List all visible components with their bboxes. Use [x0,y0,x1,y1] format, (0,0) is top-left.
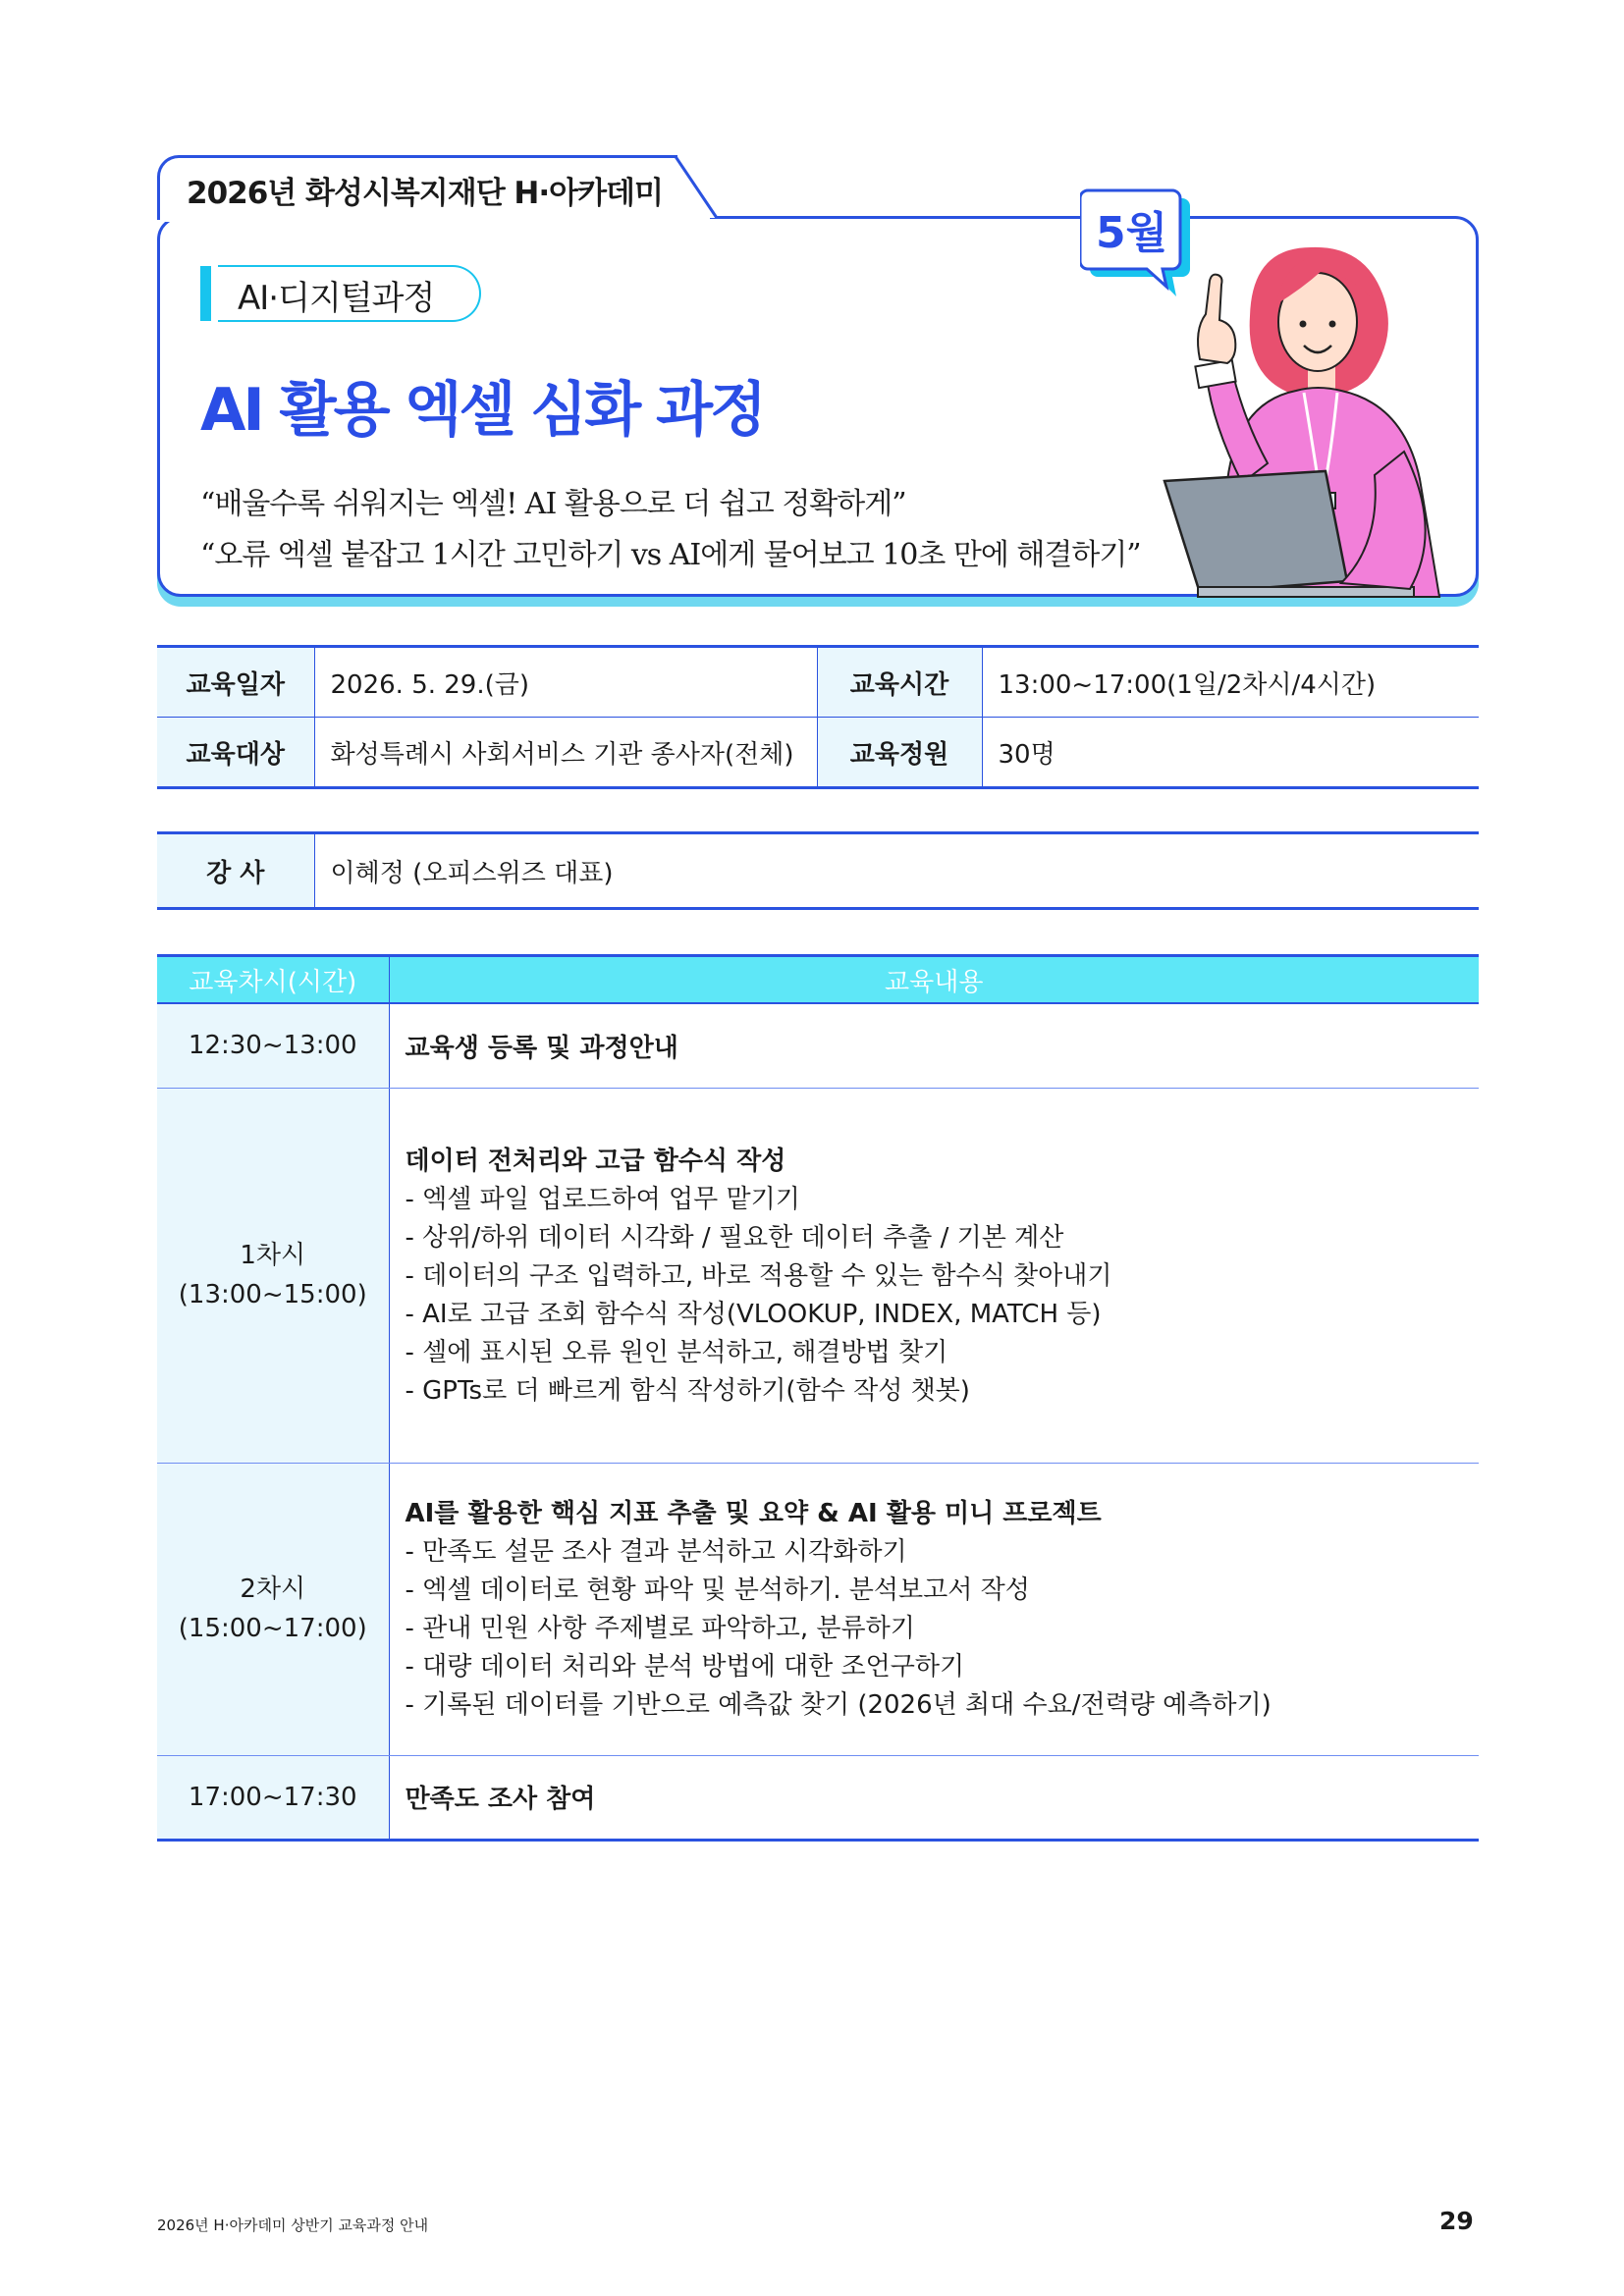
schedule-time [157,1463,389,1755]
time-label: 교육시간 [817,647,982,718]
schedule-session-time: (13:00~15:00) [178,1280,367,1309]
schedule-row [157,1088,1479,1463]
schedule-header-content: 교육내용 [389,956,1479,1004]
schedule-row [157,1463,1479,1755]
schedule-items [406,1533,1480,1725]
schedule-content-title: 데이터 전처리와 고급 함수식 작성 [405,1146,786,1176]
schedule-content-title: 만족도 조사 참여 [405,1785,596,1814]
page-number: 29 [1439,2207,1474,2235]
capacity-label: 교육정원 [817,718,982,788]
month-badge-text: 5월 [1096,208,1168,258]
schedule-table [157,954,1479,1842]
date-value: 2026. 5. 29.(금) [314,647,817,718]
course-quote-2: “오류 엑셀 붙잡고 1시간 고민하기 vs AI에게 물어보고 10초 만에 해결하기” [200,538,1141,572]
target-label: 교육대상 [157,718,314,788]
target-value: 화성특례시 사회서비스 기관 종사자(전체) [314,718,817,788]
date-label: 교육일자 [157,647,314,718]
schedule-item: - 만족도 설문 조사 결과 분석하고 시각화하기 [405,1537,907,1567]
category-accent-bar [200,266,211,321]
schedule-item: - 데이터의 구조 입력하고, 바로 적용할 수 있는 함수식 찾아내기 [405,1260,1112,1291]
schedule-item: - GPTs로 더 빠르게 함식 작성하기(함수 작성 챗봇) [405,1375,970,1406]
schedule-content [389,1755,1479,1840]
schedule-content [389,1463,1479,1755]
schedule-item: - 관내 민원 사항 주제별로 파악하고, 분류하기 [405,1614,915,1643]
schedule-time [157,1088,389,1463]
schedule-time: 17:00~17:30 [157,1755,389,1840]
schedule-session-time: (15:00~17:00) [178,1614,367,1643]
schedule-header-row [157,956,1479,1004]
schedule-session: 2차시 [240,1575,306,1604]
footer-document-title: 2026년 H·아카데미 상반기 교육과정 안내 [157,2216,429,2234]
instructor-value: 이혜정 (오피스위즈 대표) [314,833,1479,909]
instructor-table [157,831,1479,910]
program-tab-label: 2026년 화성시복지재단 H·아카데미 [187,176,663,211]
schedule-row [157,1755,1479,1840]
info-row [157,718,1479,788]
schedule-content-title: 교육생 등록 및 과정안내 [405,1033,678,1063]
schedule-item: - 상위/하위 데이터 시각화 / 필요한 데이터 추출 / 기본 계산 [405,1222,1064,1253]
schedule-row [157,1003,1479,1088]
schedule-content-title: AI를 활용한 핵심 지표 추출 및 요약 & AI 활용 미니 프로젝트 [405,1499,1102,1528]
schedule-item: - 엑셀 파일 업로드하여 업무 맡기기 [405,1184,800,1214]
instructor-illustration [1080,187,1492,609]
course-info-table [157,645,1479,789]
schedule-content [389,1088,1479,1463]
instructor-label: 강 사 [157,833,314,909]
schedule-items [406,1181,1480,1411]
course-title: AI 활용 엑셀 심화 과정 [200,376,764,445]
course-quote-1: “배울수록 쉬워지는 엑셀! AI 활용으로 더 쉽고 정확하게” [200,487,906,521]
category-label: AI·디지털과정 [238,279,435,318]
schedule-item: - AI로 고급 조회 함수식 작성(VLOOKUP, INDEX, MATCH 등) [405,1299,1102,1329]
info-row [157,833,1479,909]
schedule-item: - 엑셀 데이터로 현황 파악 및 분석하기. 분석보고서 작성 [405,1575,1030,1605]
schedule-time: 12:30~13:00 [157,1003,389,1088]
capacity-value: 30명 [982,718,1479,788]
info-row [157,647,1479,718]
schedule-content [389,1003,1479,1088]
schedule-item: - 대량 데이터 처리와 분석 방법에 대한 조언구하기 [405,1652,965,1682]
schedule-session: 1차시 [240,1241,306,1270]
schedule-item: - 기록된 데이터를 기반으로 예측값 찾기 (2026년 최대 수요/전력량 예측하기) [405,1690,1272,1720]
time-value: 13:00~17:00(1일/2차시/4시간) [982,647,1479,718]
schedule-header-session: 교육차시(시간) [157,956,389,1004]
schedule-item: - 셀에 표시된 오류 원인 분석하고, 해결방법 찾기 [405,1337,948,1367]
month-badge [1080,190,1190,296]
